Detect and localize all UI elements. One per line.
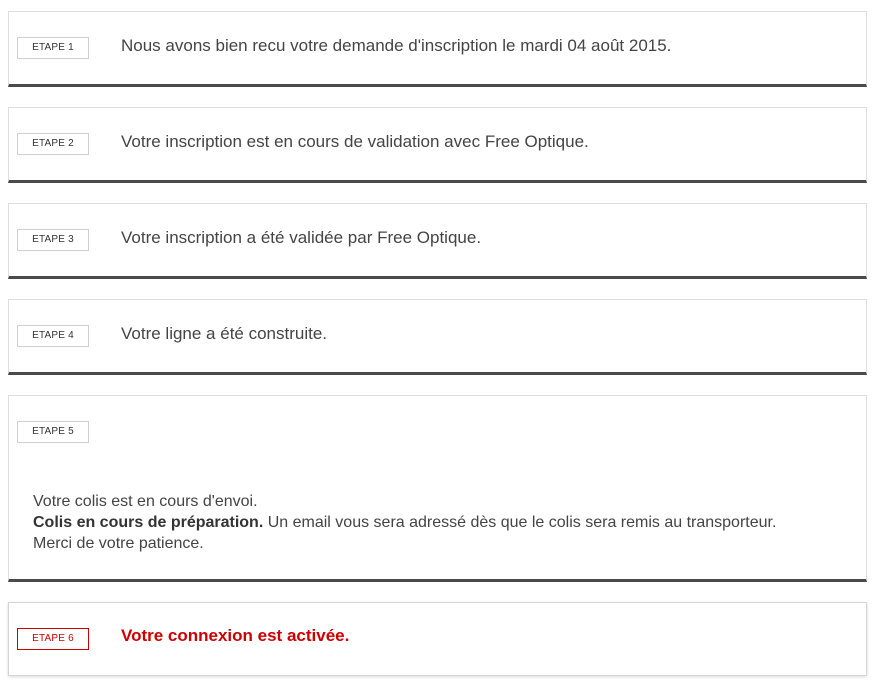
step-6-panel [8,602,867,676]
step-3-badge: ETAPE 3 [17,229,89,251]
step-1-message: Nous avons bien recu votre demande d'inscription le mardi 04 août 2015. [121,36,672,55]
step-1-badge: ETAPE 1 [17,37,89,59]
step-5-preparation-text: Un email vous sera adressé dès que le colis sera remis au transporteur. Merci de votre patience. [33,514,777,552]
step-5-badge: ETAPE 5 [17,421,89,443]
step-5-preparation-note [33,512,793,554]
step-1-panel [8,11,867,87]
step-4-badge: ETAPE 4 [17,325,89,347]
step-4-message: Votre ligne a été construite. [121,324,328,343]
step-5-panel [8,395,867,582]
step-3-panel [8,203,867,279]
step-5-status-line: Votre colis est en cours d'envoi. [33,493,258,510]
step-5-details [33,491,793,554]
step-2-panel [8,107,867,183]
step-2-badge: ETAPE 2 [17,133,89,155]
step-6-badge: ETAPE 6 [17,628,89,650]
step-5-preparation-bold: Colis en cours de préparation. [33,514,264,531]
step-4-panel [8,299,867,375]
step-6-message: Votre connexion est activée. [121,626,350,645]
step-2-message: Votre inscription est en cours de validation avec Free Optique. [121,132,589,151]
step-3-message: Votre inscription a été validée par Free Optique. [121,228,482,247]
